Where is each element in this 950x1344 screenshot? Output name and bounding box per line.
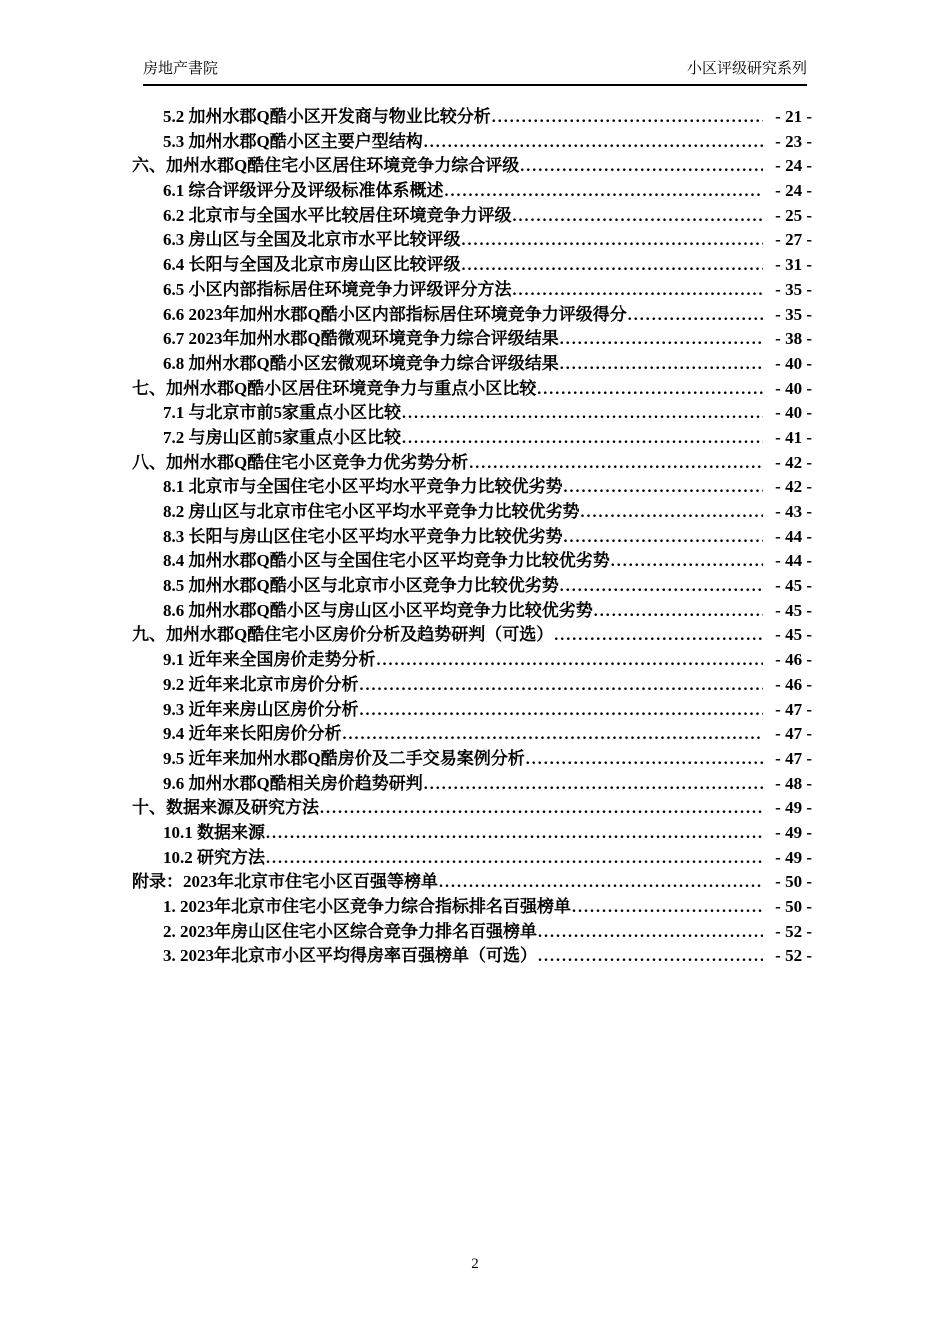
toc-entry-label: 6.6 2023年加州水郡Q酷小区内部指标居住环境竞争力评级得分 (163, 304, 627, 324)
toc-entry[interactable] (132, 719, 812, 744)
toc-entry[interactable] (132, 670, 812, 695)
toc-entry-page: - 45 - (775, 576, 812, 596)
toc-entry-page: - 27 - (775, 230, 812, 250)
toc-entry-label: 6.4 长阳与全国及北京市房山区比较评级 (163, 255, 461, 275)
toc-entry-label: 十、数据来源及研究方法 (132, 798, 319, 818)
toc-dot-leader (537, 379, 763, 399)
toc-entry-label: 6.3 房山区与全国及北京市水平比较评级 (163, 230, 461, 250)
toc-entry-page: - 48 - (775, 773, 812, 793)
toc-entry-label: 9.2 近年来北京市房价分析 (163, 674, 359, 694)
toc-entry-label: 8.5 加州水郡Q酷小区与北京市小区竞争力比较优劣势 (163, 576, 559, 596)
toc-entry[interactable] (132, 695, 812, 720)
toc-dot-leader (424, 774, 763, 794)
toc-entry-label: 附录：2023年北京市住宅小区百强等榜单 (132, 872, 438, 892)
toc-entry-label: 6.8 加州水郡Q酷小区宏微观环境竞争力综合评级结果 (163, 353, 559, 373)
toc-entry-label: 9.6 加州水郡Q酷相关房价趋势研判 (163, 773, 423, 793)
toc-entry-label: 10.2 研究方法 (163, 847, 265, 867)
header-divider (143, 84, 807, 86)
toc-entry-page: - 41 - (775, 427, 812, 447)
toc-dot-leader (402, 403, 763, 423)
toc-entry-page: - 24 - (775, 181, 812, 201)
toc-entry-label: 7.1 与北京市前5家重点小区比较 (163, 403, 401, 423)
page-number: 2 (471, 1256, 479, 1272)
toc-entry[interactable] (132, 349, 812, 374)
toc-entry-page: - 21 - (775, 107, 812, 126)
toc-dot-leader (554, 625, 763, 645)
toc-dot-leader (611, 551, 763, 571)
toc-entry[interactable] (132, 448, 812, 473)
toc-entry[interactable] (132, 497, 812, 522)
toc-entry-label: 9.3 近年来房山区房价分析 (163, 699, 359, 719)
toc-entry-label: 9.4 近年来长阳房价分析 (163, 724, 342, 744)
toc-dot-leader (360, 700, 764, 720)
toc-entry-label: 5.2 加州水郡Q酷小区开发商与物业比较分析 (163, 107, 491, 126)
toc-entry-label: 5.3 加州水郡Q酷小区主要户型结构 (163, 131, 423, 151)
toc-entry-label: 8.4 加州水郡Q酷小区与全国住宅小区平均竞争力比较优劣势 (163, 551, 610, 571)
toc-entry[interactable] (132, 398, 812, 423)
toc-entry-page: - 47 - (775, 724, 812, 744)
toc-entry[interactable] (132, 472, 812, 497)
toc-entry[interactable] (132, 917, 812, 942)
toc-entry[interactable] (132, 201, 812, 226)
toc-dot-leader (526, 749, 763, 769)
toc-entry-page: - 49 - (775, 822, 812, 842)
toc-entry[interactable] (132, 300, 812, 325)
toc-dot-leader (594, 601, 763, 621)
header-right-text: 小区评级研究系列 (686, 60, 807, 77)
toc-entry-page: - 44 - (775, 526, 812, 546)
toc-entry-page: - 45 - (775, 600, 812, 620)
toc-entry-label: 6.2 北京市与全国水平比较居住环境竞争力评级 (163, 205, 512, 225)
toc-entry[interactable] (132, 127, 812, 152)
toc-entry[interactable] (132, 151, 812, 176)
toc-dot-leader (266, 848, 763, 868)
toc-entry-page: - 40 - (775, 403, 812, 423)
toc-entry-label: 6.5 小区内部指标居住环境竞争力评级评分方法 (163, 279, 512, 299)
toc-dot-leader (560, 576, 763, 596)
toc-entry-page: - 46 - (775, 674, 812, 694)
toc-entry-page: - 25 - (775, 205, 812, 225)
toc-entry-page: - 49 - (775, 798, 812, 818)
toc-dot-leader (462, 255, 764, 275)
table-of-contents (132, 102, 812, 966)
toc-entry-label: 2. 2023年房山区住宅小区综合竞争力排名百强榜单 (163, 921, 537, 941)
toc-entry-page: - 35 - (775, 279, 812, 299)
page-footer (0, 1256, 950, 1273)
toc-entry[interactable] (132, 571, 812, 596)
toc-entry-label: 六、加州水郡Q酷住宅小区居住环境竞争力综合评级 (132, 156, 520, 176)
toc-entry-label: 8.3 长阳与房山区住宅小区平均水平竞争力比较优劣势 (163, 526, 563, 546)
toc-entry-page: - 42 - (775, 477, 812, 497)
toc-dot-leader (628, 305, 763, 325)
toc-dot-leader (564, 477, 764, 497)
toc-entry-label: 9.5 近年来加州水郡Q酷房价及二手交易案例分析 (163, 748, 525, 768)
toc-dot-leader (492, 107, 763, 127)
toc-dot-leader (402, 428, 763, 448)
toc-entry[interactable] (132, 374, 812, 399)
toc-entry-page: - 23 - (775, 131, 812, 151)
toc-dot-leader (377, 650, 764, 670)
toc-dot-leader (469, 453, 763, 473)
toc-entry[interactable] (132, 225, 812, 250)
toc-entry[interactable] (132, 176, 812, 201)
toc-dot-leader (320, 798, 763, 818)
toc-dot-leader (424, 132, 763, 152)
toc-dot-leader (560, 329, 763, 349)
toc-entry-label: 1. 2023年北京市住宅小区竞争力综合指标排名百强榜单 (163, 897, 571, 916)
toc-entry-page: - 47 - (775, 699, 812, 719)
toc-entry-page: - 42 - (775, 452, 812, 472)
toc-entry-label: 九、加州水郡Q酷住宅小区房价分析及趋势研判（可选） (132, 625, 554, 645)
toc-entry[interactable] (132, 892, 812, 917)
toc-entry[interactable] (132, 324, 812, 349)
toc-entry-page: - 50 - (775, 872, 812, 892)
toc-entry-page: - 52 - (775, 946, 812, 966)
toc-entry-page: - 24 - (775, 156, 812, 176)
toc-entry[interactable] (132, 423, 812, 448)
toc-entry-page: - 44 - (775, 551, 812, 571)
toc-entry-label: 6.7 2023年加州水郡Q酷微观环境竞争力综合评级结果 (163, 329, 559, 349)
toc-entry[interactable] (132, 275, 812, 300)
toc-entry-page: - 47 - (775, 748, 812, 768)
toc-entry-label: 8.2 房山区与北京市住宅小区平均水平竞争力比较优劣势 (163, 502, 580, 521)
toc-entry[interactable] (132, 250, 812, 275)
toc-entry[interactable] (132, 596, 812, 621)
toc-entry[interactable] (132, 793, 812, 818)
toc-entry-label: 7.2 与房山区前5家重点小区比较 (163, 427, 401, 447)
toc-dot-leader (343, 724, 764, 744)
toc-entry[interactable] (132, 102, 812, 127)
toc-entry-label: 6.1 综合评级评分及评级标准体系概述 (163, 181, 444, 201)
toc-dot-leader (439, 872, 763, 892)
toc-entry-page: - 38 - (775, 329, 812, 349)
toc-dot-leader (538, 946, 763, 966)
toc-dot-leader (445, 181, 764, 201)
toc-entry-label: 8.1 北京市与全国住宅小区平均水平竞争力比较优劣势 (163, 477, 563, 497)
toc-dot-leader (581, 502, 764, 522)
toc-dot-leader (360, 675, 764, 695)
toc-dot-leader (513, 280, 764, 300)
toc-entry-label: 8.6 加州水郡Q酷小区与房山区小区平均竞争力比较优劣势 (163, 600, 593, 620)
toc-entry[interactable] (132, 546, 812, 571)
toc-dot-leader (513, 206, 764, 226)
toc-dot-leader (560, 354, 763, 374)
toc-entry[interactable] (132, 769, 812, 794)
toc-entry[interactable] (132, 620, 812, 645)
toc-entry-page: - 45 - (775, 625, 812, 645)
toc-entry-page: - 46 - (775, 650, 812, 670)
toc-dot-leader (520, 156, 763, 176)
toc-entry[interactable] (132, 867, 812, 892)
toc-entry-page: - 50 - (775, 897, 812, 916)
page-header-texts (143, 58, 807, 84)
toc-entry-page: - 52 - (775, 921, 812, 941)
toc-entry-page: - 31 - (775, 255, 812, 275)
page-header (143, 58, 807, 86)
toc-entry-label: 八、加州水郡Q酷住宅小区竞争力优劣势分析 (132, 452, 469, 472)
toc-entry-page: - 35 - (775, 304, 812, 324)
toc-dot-leader (538, 922, 763, 942)
header-left-text: 房地产書院 (143, 60, 219, 77)
toc-dot-leader (462, 230, 764, 250)
toc-entry[interactable] (132, 744, 812, 769)
toc-entry-page: - 40 - (775, 353, 812, 373)
toc-entry-label: 3. 2023年北京市小区平均得房率百强榜单（可选） (163, 946, 537, 966)
toc-entry[interactable] (132, 818, 812, 843)
toc-entry-label: 七、加州水郡Q酷小区居住环境竞争力与重点小区比较 (132, 378, 537, 398)
toc-dot-leader (266, 823, 763, 843)
toc-entry[interactable] (132, 941, 812, 966)
toc-entry[interactable] (132, 843, 812, 868)
toc-entry-page: - 43 - (775, 502, 812, 521)
toc-entry[interactable] (132, 522, 812, 547)
toc-entry-page: - 40 - (775, 378, 812, 398)
toc-entry-label: 10.1 数据来源 (163, 822, 265, 842)
toc-entry-page: - 49 - (775, 847, 812, 867)
toc-entry[interactable] (132, 645, 812, 670)
toc-dot-leader (564, 527, 764, 547)
toc-entry-label: 9.1 近年来全国房价走势分析 (163, 650, 376, 670)
toc-dot-leader (572, 897, 763, 917)
